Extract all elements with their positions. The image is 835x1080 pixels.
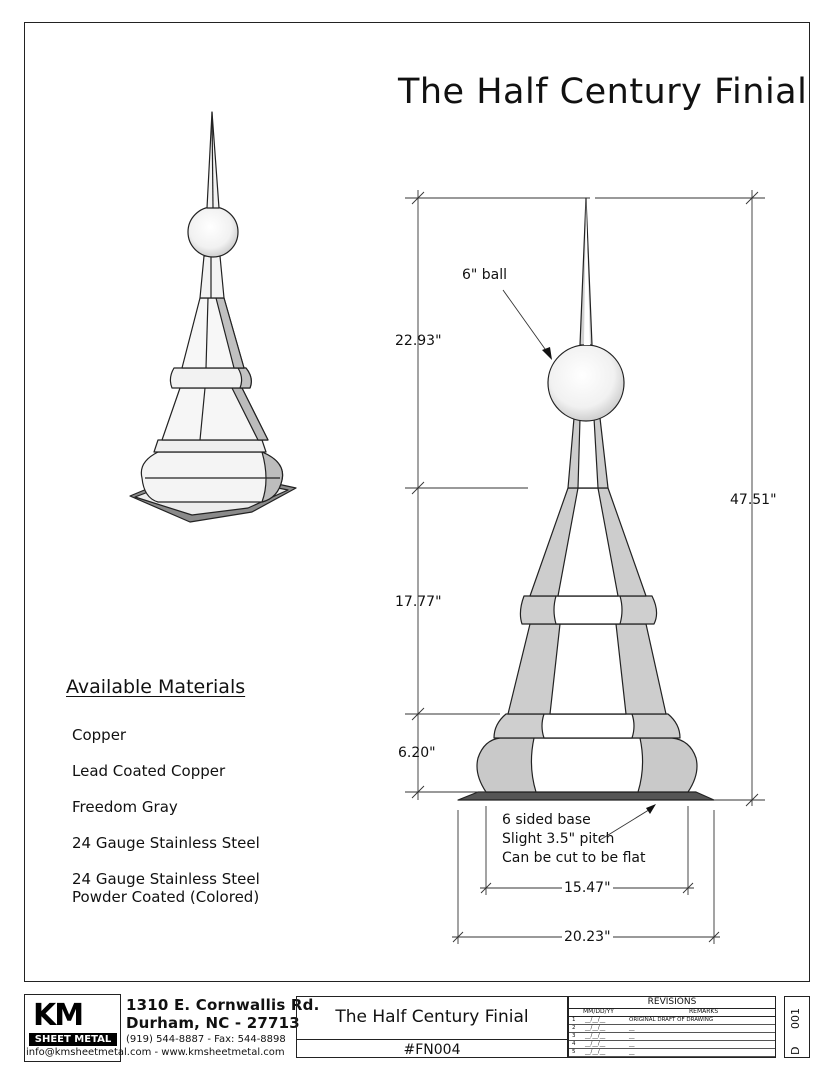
ball-leader-arrow (542, 347, 552, 360)
materials-list (72, 726, 260, 924)
revisions-col-date: MM/DD/YY (583, 1008, 614, 1015)
sheet-code: 001 (789, 1008, 802, 1029)
revision-remark: __ (629, 1049, 635, 1055)
revision-remark: __ (629, 1041, 635, 1047)
dim-overall-height: 47.51" (730, 492, 777, 508)
title-block (24, 994, 810, 1062)
material-item: 24 Gauge Stainless Steel (72, 834, 260, 852)
base-leader-arrow (646, 804, 656, 814)
revision-date: __/__/__ (585, 1041, 606, 1047)
material-item: Copper (72, 726, 127, 744)
revision-remark: __ (629, 1025, 635, 1031)
dim-upper-height: 22.93" (395, 333, 442, 349)
revision-num: 1 (572, 1017, 576, 1023)
isometric-finial (130, 112, 296, 522)
revision-letter: D (789, 1046, 802, 1055)
revisions-heading: REVISIONS (569, 997, 775, 1009)
material-item: Freedom Gray (72, 798, 178, 816)
revisions-table (568, 996, 776, 1058)
address-line2: Durham, NC - 27713 (126, 1014, 300, 1032)
drawing-number: #FN004 (297, 1039, 567, 1058)
revision-date: __/__/__ (585, 1033, 606, 1039)
drawing-title: The Half Century Finial (398, 72, 808, 112)
materials-heading: Available Materials (66, 676, 246, 698)
base-callout-line3: Can be cut to be flat (502, 850, 646, 866)
sheet-info (784, 996, 810, 1058)
title-block-drawing-title: The Half Century Finial (335, 1007, 529, 1027)
revision-date: __/__/__ (585, 1049, 606, 1055)
dim-inner-width: 15.47" (564, 880, 611, 896)
revision-remark: ORIGINAL DRAFT OF DRAWING (629, 1017, 714, 1023)
revision-date: __/__/__ (585, 1025, 606, 1031)
address-line1: 1310 E. Cornwallis Rd. (126, 996, 320, 1014)
material-item: Lead Coated Copper (72, 762, 226, 780)
revision-num: 3 (572, 1033, 576, 1039)
base-callout-line1: 6 sided base (502, 812, 591, 828)
revision-num: 2 (572, 1025, 576, 1031)
logo-mark: KM (33, 998, 83, 1033)
dim-outer-width: 20.23" (564, 929, 611, 945)
phone-fax: (919) 544-8887 - Fax: 544-8898 (126, 1034, 286, 1045)
title-block-center (296, 996, 568, 1058)
revision-date: __/__/__ (585, 1017, 606, 1023)
dim-middle-height: 17.77" (395, 594, 442, 610)
revision-num: 4 (572, 1041, 576, 1047)
ball-callout: 6" ball (462, 267, 508, 283)
base-callout-line2: Slight 3.5" pitch (502, 831, 615, 847)
revision-num: 5 (572, 1049, 576, 1055)
revision-row (569, 1048, 775, 1057)
elevation-finial (458, 198, 714, 800)
revisions-col-remarks: REMARKS (689, 1008, 719, 1015)
logo-subtitle: SHEET METAL (29, 1033, 117, 1046)
material-item: 24 Gauge Stainless Steel Powder Coated (Colored) (72, 870, 260, 906)
dim-lower-height: 6.20" (398, 745, 436, 761)
revision-remark: __ (629, 1033, 635, 1039)
email-website: info@kmsheetmetal.com - www.kmsheetmetal.com (26, 1047, 285, 1058)
